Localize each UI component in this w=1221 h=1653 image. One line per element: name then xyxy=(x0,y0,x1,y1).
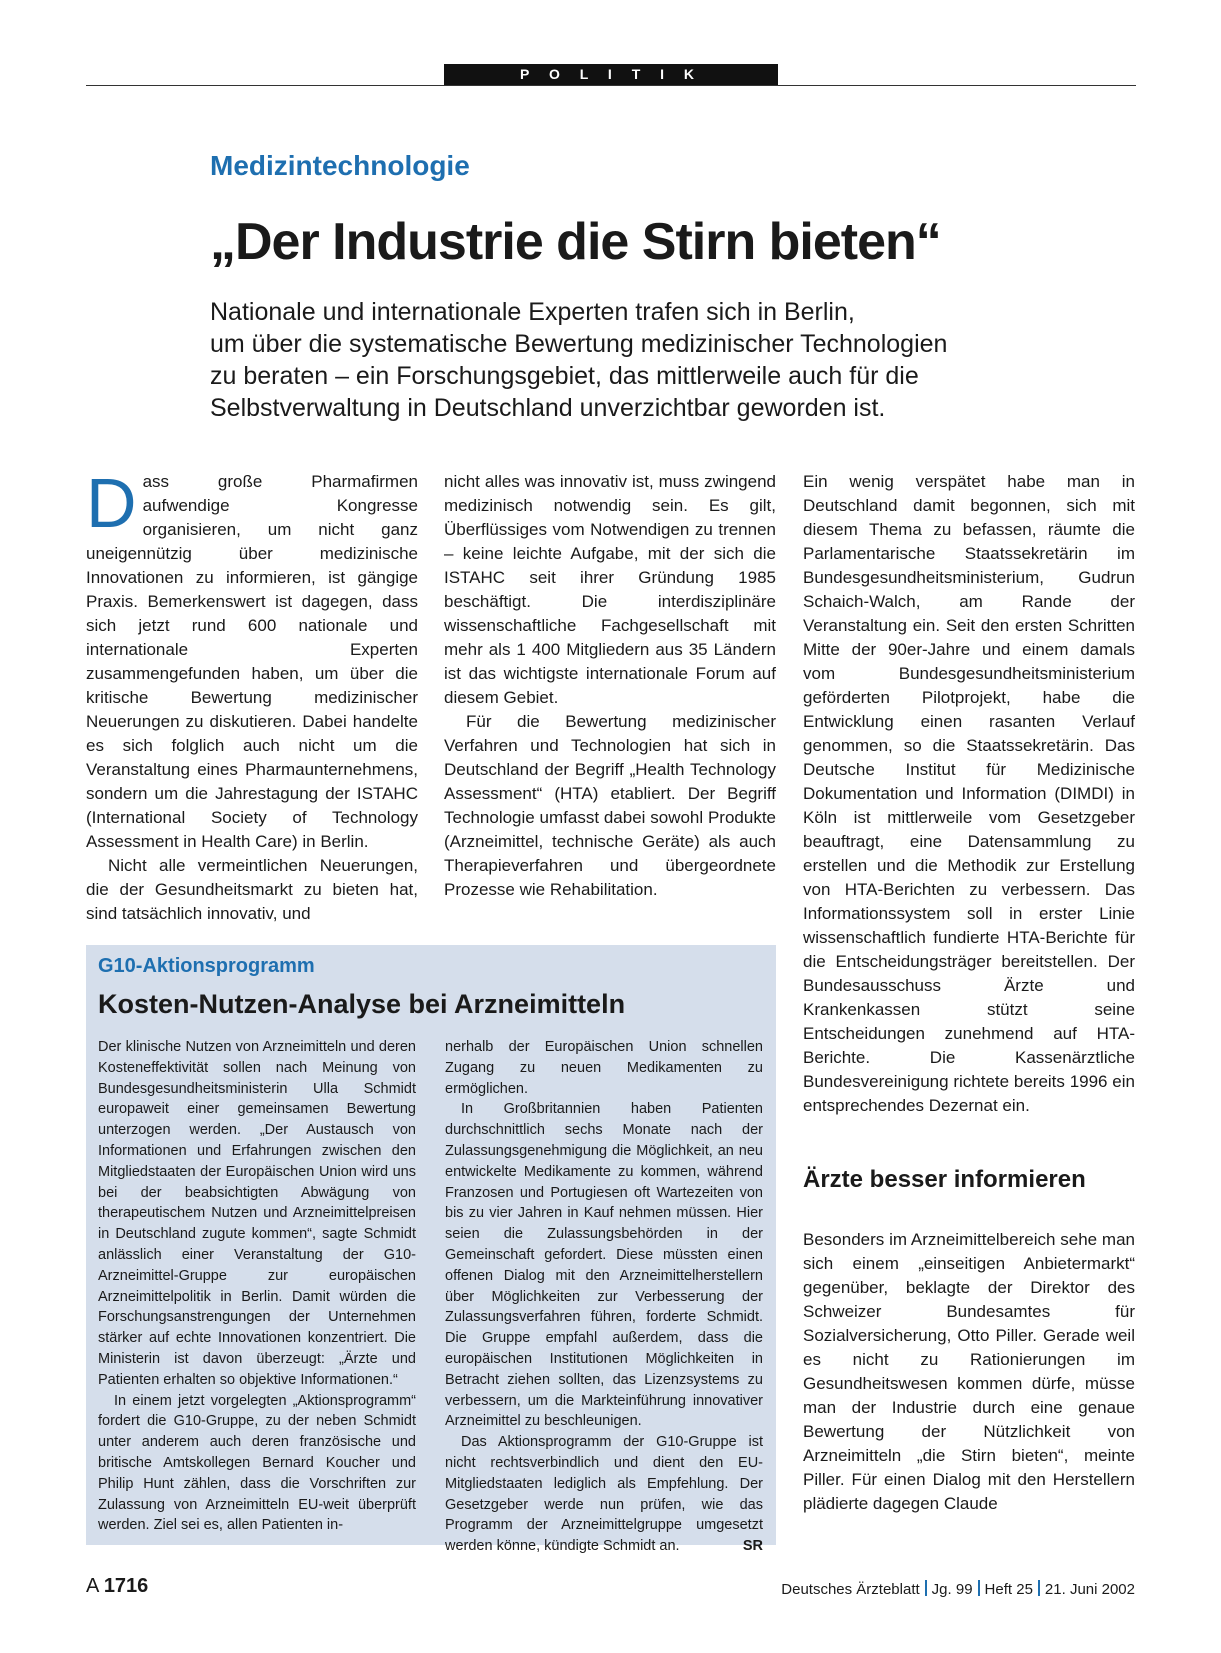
article-column-3 xyxy=(803,470,1135,1516)
journal-name: Deutsches Ärzteblatt xyxy=(781,1581,920,1598)
paragraph: In Großbritannien haben Patienten durchschnittlich sechs Monate nach der Zulassungsgenehmigung die Möglichkeit, an neu entwickelte Medikamente zu kommen, während Franzosen und Portugiesen oft Wartezeiten von bis zu vier Jahren in Kauf nehmen müssen. Hier seien die Zulassungsbehörden in der Gemeinschaft gefordert. Diese müssten einen offenen Dialog mit den Arzneimittelherstellern über Möglichkeiten zur Verbesserung der Zulassungsverfahren führen, forderte Schmidt. Die Gruppe empfahl außerdem, dass die europäischen Institutionen Möglichkeiten in Betracht ziehen sollten, das Lizenzsystems zu verbessern, um die Markteinführung innovativer Arzneimittel zu beschleunigen. xyxy=(445,1101,763,1430)
headline: „Der Industrie die Stirn bieten“ xyxy=(210,213,941,271)
paragraph: Dass große Pharmafirmen aufwendige Kongresse organisieren, um nicht ganz uneigennützig über medizinische Innovationen zu informieren, ist gängige Praxis. Bemerkenswert ist dagegen, dass sich jetzt rund 600 nationale und internationale Experten zusammengefunden haben, um über die kritische Bewertung medizinischer Neuerungen zu diskutieren. Dabei handelte es sich folglich auch nicht um die Veranstaltung eines Pharmaunternehmens, sondern um die Jahrestagung der ISTAHC (International Society of Technology Assessment in Health Care) in Berlin. xyxy=(86,464,418,851)
separator xyxy=(925,1580,927,1596)
paragraph: Das Aktionsprogramm der G10-Gruppe ist nicht rechtsverbindlich und dient den EU-Mitgliedstaaten lediglich als Empfehlung. Der Gesetzgeber werde nun prüfen, wie das Programm der Arzneimittelgruppe umgesetzt werden könne, kündigte Schmidt an. SR xyxy=(445,1432,763,1557)
box-column-1 xyxy=(98,1037,416,1536)
separator xyxy=(1038,1580,1040,1596)
paragraph: nicht alles was innovativ ist, muss zwingend medizinisch notwendig sein. Es gilt, Überflüssiges vom Notwendigen zu trennen – keine leichte Aufgabe, mit der sich die ISTAHC seit ihrer Gründung 1985 beschäftigt. Die interdisziplinäre wissenschaftliche Fachgesellschaft mit mehr als 1 400 Mitgliedern aus 35 Ländern ist das wichtigste internationale Forum auf diesem Gebiet. xyxy=(444,472,776,707)
issue-date: 21. Juni 2002 xyxy=(1044,1581,1135,1598)
lead-line: Selbstverwaltung in Deutschland unverzichtbar geworden ist. xyxy=(210,394,886,422)
paragraph: In einem jetzt vorgelegten „Aktionsprogramm“ fordert die G10-Gruppe, zu der neben Schmidt unter anderem auch deren französische und britische Amtskollegen Bernard Koucher und Philip Hunt zählen, dass die Vorschriften zur Zulassung von Arzneimitteln EU-weit überprüft werden. Ziel sei es, allen Patienten in- xyxy=(98,1392,416,1534)
lead-text xyxy=(210,296,970,424)
paragraph: Nicht alle vermeintlichen Neuerungen, die der Gesundheitsmarkt zu bieten hat, sind tatsächlich innovativ, und xyxy=(86,856,418,923)
section-label: P O L I T I K xyxy=(444,64,778,85)
drop-cap: D xyxy=(86,464,137,542)
box-title: Kosten-Nutzen-Analyse bei Arzneimitteln xyxy=(98,989,626,1019)
info-box xyxy=(86,945,776,1555)
paragraph: nerhalb der Europäischen Union schnellen Zugang zu neuen Medikamenten zu ermöglichen. xyxy=(445,1039,763,1097)
author-sign: SR xyxy=(742,1538,763,1555)
paragraph: Besonders im Arzneimittelbereich sehe man sich einem „einseitigen Anbietermarkt“ gegenüber, beklagte der Direktor des Schweizer Bundesamtes für Sozialversicherung, Otto Piller. Gerade weil es nicht zu Rationierungen im Gesundheitswesen kommen dürfe, müsse man der Industrie durch eine genaue Bewertung der Nützlichkeit von Arzneimitteln „die Stirn bieten“, meinte Piller. Für einen Dialog mit den Herstellern plädierte dagegen Claude xyxy=(803,1230,1135,1513)
journal-footer xyxy=(781,1580,1135,1598)
paragraph: Ein wenig verspätet habe man in Deutschland damit begonnen, sich mit diesem Thema zu befassen, räumte die Parlamentarische Staatssekretärin im Bundesgesundheitsministerium, Gudrun Schaich-Walch, am Rande der Veranstaltung ein. Seit den ersten Schritten Mitte der 90er-Jahre und einem damals vom Bundesgesundheitsministerium geförderten Pilotprojekt, habe die Entwicklung einen rasanten Verlauf genommen, so die Staatssekretärin. Das Deutsche Institut für Medizinische Dokumentation und Information (DIMDI) in Köln ist mittlerweile vom Gesetzgeber beauftragt, eine Datensammlung zu erstellen und die Methodik zur Erstellung von HTA-Berichten zu verbessern. Das Informationssystem soll in erster Linie wissenschaftlich fundierte HTA-Berichte für die Entscheidungsträger bereitstellen. Der Bundesausschuss Ärzte und Krankenkassen stützt seine Entscheidungen zunehmend auf HTA-Berichte. Die Kassenärztliche Bundesvereinigung richtete bereits 1996 ein entsprechendes Dezernat ein. xyxy=(803,472,1135,1115)
lead-line: um über die systematische Bewertung medizinischer Technologien xyxy=(210,330,948,358)
lead-line: Nationale und internationale Experten trafen sich in Berlin, xyxy=(210,298,855,326)
lead-line: zu beraten – ein Forschungsgebiet, das mittlerweile auch für die xyxy=(210,362,919,390)
issue: Heft 25 xyxy=(984,1581,1033,1598)
paragraph: Der klinische Nutzen von Arzneimitteln und deren Kosteneffektivität sollen nach Meinung von Bundesgesundheitsministerin Ulla Schmidt europaweit einer gemeinsamen Bewertung unterzogen werden. „Der Austausch von Informationen und Erfahrungen zwischen den Mitgliedstaaten der Europäischen Union wird uns bei der beabsichtigten Abwägung von therapeutischem Nutzen und Arzneimittelpreisen in Deutschland zugute kommen“, sagte Schmidt anlässlich einer Veranstaltung der G10-Arzneimittel-Gruppe zur europäischen Arzneimittelpolitik in Berlin. Damit würden die Forschungsanstrengungen der Unternehmen stärker auf echte Innovationen konzentriert. Die Ministerin ist davon überzeugt: „Ärzte und Patienten erhalten so objektive Informationen.“ xyxy=(98,1039,416,1388)
box-kicker: G10-Aktionsprogramm xyxy=(98,955,315,977)
volume: Jg. 99 xyxy=(931,1581,973,1598)
top-rule xyxy=(86,85,1136,86)
paragraph: Für die Bewertung medizinischer Verfahren und Technologien hat sich in Deutschland der Begriff „Health Technology Assessment“ (HTA) etabliert. Der Begriff Technologie umfasst dabei sowohl Produkte (Arzneimittel, technische Geräte) als auch Therapieverfahren und übergeordnete Prozesse wie Rehabilitation. xyxy=(444,712,776,899)
article-column-2 xyxy=(444,470,776,902)
page-number: A 1716 xyxy=(86,1575,149,1597)
separator xyxy=(978,1580,980,1596)
article-column-1 xyxy=(86,464,418,926)
kicker: Medizintechnologie xyxy=(210,150,470,181)
box-column-2 xyxy=(445,1037,763,1557)
subheading: Ärzte besser informieren xyxy=(803,1166,1086,1193)
